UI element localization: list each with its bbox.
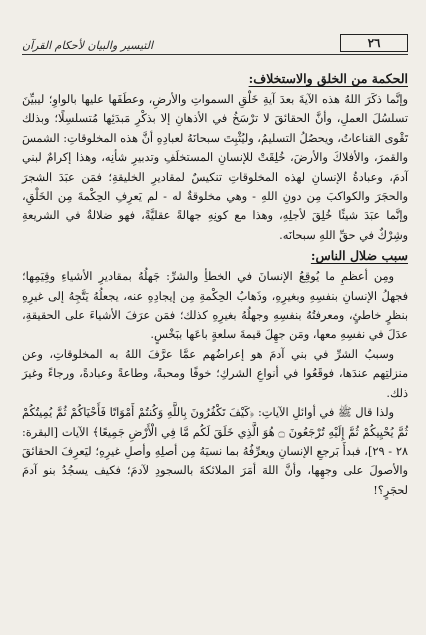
body-paragraph: ومِن أعظمِ ما يُوقِعُ الإنسانَ في الخطأِ والشرِّ: جَهلُهُ بمقاديرِ الأشياءِ وقِيَمِها؛ فجهلُ الإنسانِ بنفسِهِ وبغيرِهِ، وذَهابُ الحِكْمةِ مِن إيجادِهِ عنه، يجعلُهُ يَتَّجِهُ إلى غيرِهِ بنظرٍ خاطئٍ، ومعرفتُهُ بنفسِهِ وجهلُهُ بغيرِهِ كذلك؛ فمَن عرَفَ الأشياءَ على الحقيقةِ، عدَلَ في نفسِهِ معها، ومَن جهِلَ قيمةَ سلعةٍ باعَها ببَخْسٍ. bbox=[22, 270, 408, 342]
page-body bbox=[22, 70, 408, 500]
section-heading: الحكمة من الخلق والاستخلاف: bbox=[248, 71, 408, 86]
page-number: ٢٦ bbox=[340, 34, 408, 52]
running-title: التيسير والبيان لأحكام القرآن bbox=[22, 39, 154, 52]
body-paragraph: وسببُ الشرِّ في بني آدمَ هو إعراضُهم عمَّا عرَّفَ اللهُ به المخلوقاتِ، وعن منزلتِهم عندَها، فوقَعُوا في أنواعِ الشركِ؛ خوفًا ومحبةً، وطاعةً وعبادةً، ورجاءً وغيرَ ذلك. bbox=[22, 347, 408, 400]
section-misguidance bbox=[22, 247, 408, 500]
section-wisdom bbox=[22, 70, 408, 245]
body-paragraph: وإنَّما ذكَرَ اللهُ هذه الآيةَ بعدَ آيةِ خَلْقِ السمواتِ والأرضِ، وعطَفَها عليها بالواوِ؛ ليبيِّنَ تسلسُلَ العملِ، وأنَّ الحقائقَ لا ترْسَخُ في الأذهانِ إلا بذكْرِ مَبدَئِها مُتسلسِلًا؛ وبذلك تَقْوى القناعاتُ، ويحصُلُ التسليمُ، وليُثْبِتَ سبحانَهُ لعبادِهِ أنَّ هذه المخلوقاتِ: الشمسَ والقمرَ، والأفلاكَ والأرضَ، خُلِقَتْ للإنسانِ المستخلَفِ وتدبيرِ شأنِه، وهذا إكرامٌ لبني آدمَ، وعبادةُ الإنسانِ لهذه المخلوقاتِ تنكيسٌ لمقاديرِ الخليقةِ؛ فمَن عبَدَ الشجرَ والحجَرَ والكواكبَ مِن دونِ اللهِ - وهي مخلوقةٌ له - لم يَعرِفِ الحِكْمةَ مِن الخَلْقِ، وإنَّما عبَدَ شيئًا خُلِقَ لأجلِهِ، وهذا مع كونِهِ جهالةً عقليَّةً، فهو ضلالةٌ في الشريعةِ وشِرْكٌ في حقِّ اللهِ سبحانَه. bbox=[22, 93, 408, 242]
page-header bbox=[22, 34, 408, 55]
section-heading: سبب ضلال الناس: bbox=[310, 248, 408, 264]
body-paragraph: ولذا قال ﷺ في أوائلِ الآياتِ: ﴿كَيْفَ تَكْفُرُونَ بِاللَّهِ وَكُنتُمْ أَمْوَاتًا فَأَحْيَاكُمْ ثُمَّ يُمِيتُكُمْ ثُمَّ يُحْيِيكُمْ ثُمَّ إِلَيْهِ تُرْجَعُونَ ۝ هُوَ الَّذِي خَلَقَ لَكُم مَّا فِي الْأَرْضِ جَمِيعًا﴾ الآيات [البقرة: ٢٨ - ٢٩]، فبدأَ بَرجعِ الإنسانِ ويعرِّفُهُ بما نسيَهُ مِن أصلِهِ وأصلِ غيرِهِ؛ ليَعرِفَ الحقائقَ والأصولَ على وجهِها، وأنَّ اللهَ أمَرَ الملائكةَ بالسجودِ لآدمَ؛ فكيف يسجُدُ بنو آدمَ لحجَرٍ؟! bbox=[22, 406, 408, 497]
